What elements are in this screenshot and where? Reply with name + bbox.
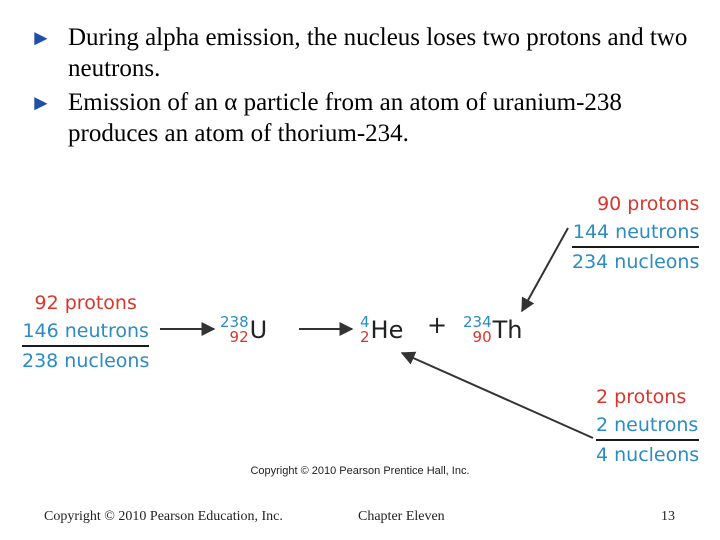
plus-sign: + (427, 311, 448, 339)
uranium-element: U (249, 316, 268, 344)
footer-chapter: Chapter Eleven (358, 509, 445, 524)
uranium-symbol (220, 315, 267, 345)
uranium-neutrons: 146 neutrons (22, 320, 149, 342)
figure-credit: Copyright © 2010 Pearson Prentice Hall, Inc. (250, 465, 470, 477)
helium-scripts (360, 315, 370, 345)
thorium-mass-number: 234 (463, 313, 492, 331)
bullet-list (24, 22, 714, 152)
uranium-protons: 92 protons (34, 292, 137, 314)
helium-composition (596, 383, 699, 469)
uranium-composition (22, 289, 149, 375)
bullet-uranium-decay (24, 87, 714, 149)
thorium-composition (572, 190, 699, 276)
uranium-nucleons: 238 nucleons (22, 350, 150, 372)
helium-label-arrow (402, 353, 593, 438)
helium-neutrons: 2 neutrons (596, 414, 699, 436)
page-number: 13 (661, 509, 675, 524)
bullet-text: Emission of an α particle from an atom of uranium-238 produces an atom of thorium-234. (68, 89, 622, 147)
uranium-scripts (220, 315, 249, 345)
bullet-arrow-icon: ► (30, 90, 52, 115)
helium-mass-number: 4 (360, 313, 370, 331)
thorium-protons: 90 protons (597, 193, 700, 215)
thorium-element: Th (492, 316, 523, 344)
uranium-atomic-number: 92 (229, 328, 249, 346)
thorium-scripts (463, 315, 492, 345)
helium-atomic-number: 2 (360, 328, 370, 346)
bullet-text: During alpha emission, the nucleus loses two protons and two neutrons. (68, 24, 688, 82)
bullet-alpha-emission (24, 22, 714, 84)
helium-symbol (360, 315, 403, 345)
helium-element: He (370, 316, 404, 344)
thorium-label-arrow (522, 228, 568, 311)
thorium-atomic-number: 90 (472, 328, 492, 346)
footer-copyright: Copyright © 2010 Pearson Education, Inc. (44, 509, 283, 524)
bullet-arrow-icon: ► (30, 25, 52, 50)
thorium-neutrons: 144 neutrons (572, 221, 700, 243)
helium-nucleons: 4 nucleons (596, 444, 700, 466)
helium-protons: 2 protons (596, 386, 687, 408)
thorium-nucleons: 234 nucleons (572, 251, 700, 273)
thorium-symbol (463, 315, 523, 345)
uranium-mass-number: 238 (220, 313, 249, 331)
